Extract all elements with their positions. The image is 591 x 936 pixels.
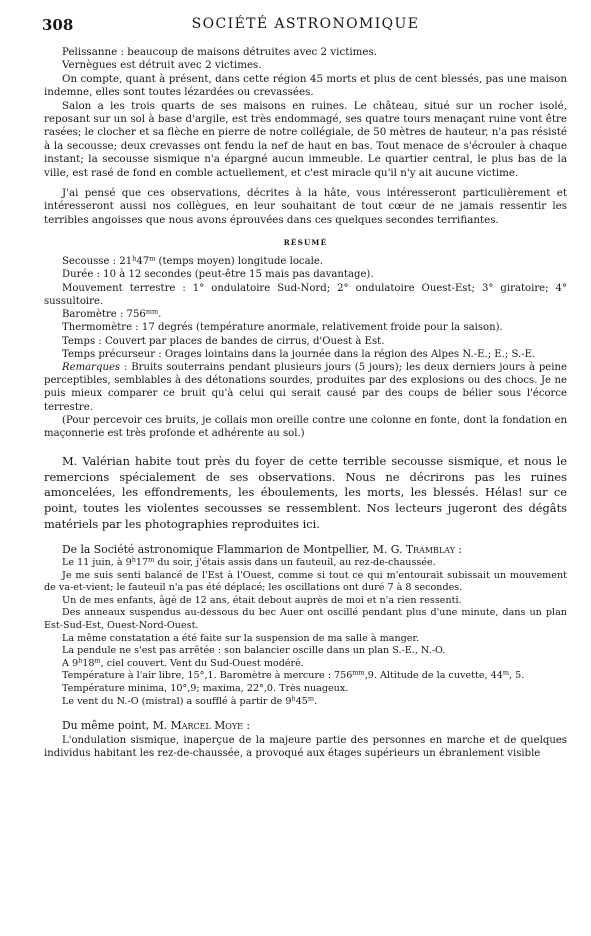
- paragraph: M. Valérian habite tout près du foyer de cette terrible secousse sismique, et nous le remercions spécialement de ses observations. Nous ne décrirons pas les ruines amoncelées, les effondrements, les éboulements, les morts, les blessés. Hélas! sur ce point, toutes les violentes secousses se ressemblent. Nos lecteurs jugeront des dégâts matériels par les photographies reproduites ici.: [44, 454, 567, 531]
- resume-secousse: Secousse : 21$^h$47$^m$ (temps moyen) longitude locale.: [62, 254, 323, 268]
- paragraph: Le vent du N.-O (mistral) a soufflé à partir de 9$^h$45$^m$.: [62, 694, 318, 707]
- paragraph: La même constatation a été faite sur la suspension de ma salle à manger.: [62, 632, 420, 644]
- paragraph: L'ondulation sismique, inaperçue de la majeure partie des personnes en marche et de quelques individus habitant les rez-de-chaussée, a provoqué aux étages supérieurs un ébranlement visible: [44, 735, 567, 760]
- page-header: [44, 16, 567, 36]
- paragraph: Salon a les trois quarts de ses maisons en ruines. Le château, situé sur un rocher isolé, reposant sur un sol à base d'argile, est très endommagé, ses quatre tours menaçant ruine vont être rasées; le clocher et sa flèche en pierre de notre collégiale, de 50 mètres de hauteur, n'a pas résisté à la secousse; deux crevasses ont fendu la nef de haut en bas. Tout menace de s'écrouler à chaque instant; la secousse sismique n'a épargné aucun immeuble. Le quartier central, le plus bas de la ville, est rasé de fond en comble actuellement, et c'est miracle qu'il n'y ait aucune victime.: [44, 99, 567, 179]
- paragraph: Pelissanne : beaucoup de maisons détruites avec 2 victimes.: [62, 46, 378, 58]
- editorial-comment: [44, 454, 567, 532]
- resume-thermometre: Thermomètre : 17 degrés (température anormale, relativement froide pour la saison).: [62, 322, 503, 334]
- resume-note: (Pour percevoir ces bruits, je collais mon oreille contre une colonne en fonte, dont la fondation en maçonnerie est très profonde et adhérente au sol.): [44, 414, 567, 439]
- report-heading: Du même point, M. Marcel Moye :: [62, 719, 251, 733]
- montpellier-report: [44, 542, 567, 708]
- running-title: SOCIÉTÉ ASTRONOMIQUE: [191, 16, 420, 32]
- paragraph: Température à l'air libre, 15°,1. Baromètre à mercure : $756^{mm},9$. Altitude de la cuvette, 44$^m$, 5.: [62, 668, 525, 682]
- resume-section: [44, 255, 567, 440]
- paragraph: Je me suis senti balancé de l'Est à l'Ouest, comme si tout ce qui m'entourait subissait un mouvement de va-et-vient; le fauteuil n'a pas été déplacé; les oscillations ont duré 7 à 8 secondes.: [44, 569, 567, 594]
- author-name: Marcel Moye: [170, 719, 243, 733]
- author-name: Tramblay: [405, 543, 455, 557]
- page-number: 308: [42, 16, 74, 34]
- remarques-label: Remarques: [62, 361, 121, 373]
- second-report: [44, 718, 567, 760]
- resume-remarques: Remarques : Bruits souterrains pendant plusieurs jours (5 jours); les deux derniers jours à peine perceptibles, semblables à des détonations sourdes, produites par des explosions ou des chocs. Je ne puis mieux comparer ce bruit qu'à celui qui serait causé par des coups de bélier sous l'écorce terrestre.: [44, 361, 567, 413]
- report-heading: De la Société astronomique Flammarion de Montpellier, M. G. Tramblay :: [62, 543, 463, 557]
- paragraph: J'ai pensé que ces observations, décrites à la hâte, vous intéresseront particulièrement et intéresseront aussi nos collègues, en leur souhaitant de tout cœur de ne jamais ressentir les terribles angoisses que nous avons éprouvées dans ces quelques secondes terrifiantes.: [44, 187, 567, 226]
- resume-duree: Durée : 10 à 12 secondes (peut-être 15 mais pas davantage).: [62, 269, 374, 281]
- resume-title: RÉSUMÉ: [283, 238, 328, 248]
- resume-precurseur: Temps précurseur : Orages lointains dans la journée dans la région des Alpes N.-E.; E.; S.-E.: [62, 348, 536, 360]
- paragraph: Un de mes enfants, âgé de 12 ans, était debout auprès de moi et n'a rien ressenti.: [62, 594, 462, 606]
- paragraph: Des anneaux suspendus au-dessous du bec Auer ont oscillé pendant plus d'une minute, dans un plan Est-Sud-Est, Ouest-Nord-Ouest.: [44, 607, 567, 632]
- letter-continuation: [44, 46, 567, 227]
- paragraph: Le 11 juin, à 9$^h$17$^m$ du soir, j'étais assis dans un fauteuil, au rez-de-chaussée.: [62, 555, 436, 569]
- resume-mouvement: Mouvement terrestre : 1° ondulatoire Sud-Nord; 2° ondulatoire Ouest-Est; 3° giratoire; 4° sussultoire.: [44, 282, 567, 307]
- paragraph: Température minima, 10°,9; maxima, 22°,0. Très nuageux.: [62, 683, 349, 695]
- paragraph: A 9$^h$18$^m$, ciel couvert. Vent du Sud-Ouest modéré.: [62, 656, 304, 669]
- paragraph: Vernègues est détruit avec 2 victimes.: [62, 59, 262, 72]
- resume-barometre: Baromètre : $756^{mm}$.: [62, 307, 162, 321]
- resume-temps: Temps : Couvert par places de bandes de cirrus, d'Ouest à Est.: [62, 335, 385, 347]
- paragraph: On compte, quant à présent, dans cette région 45 morts et plus de cent blessés, pas une maison indemne, elles sont toutes lézardées ou crevassées.: [44, 72, 567, 99]
- paragraph: La pendule ne s'est pas arrêtée : son balancier oscille dans un plan S.-E., N.-O.: [62, 645, 446, 657]
